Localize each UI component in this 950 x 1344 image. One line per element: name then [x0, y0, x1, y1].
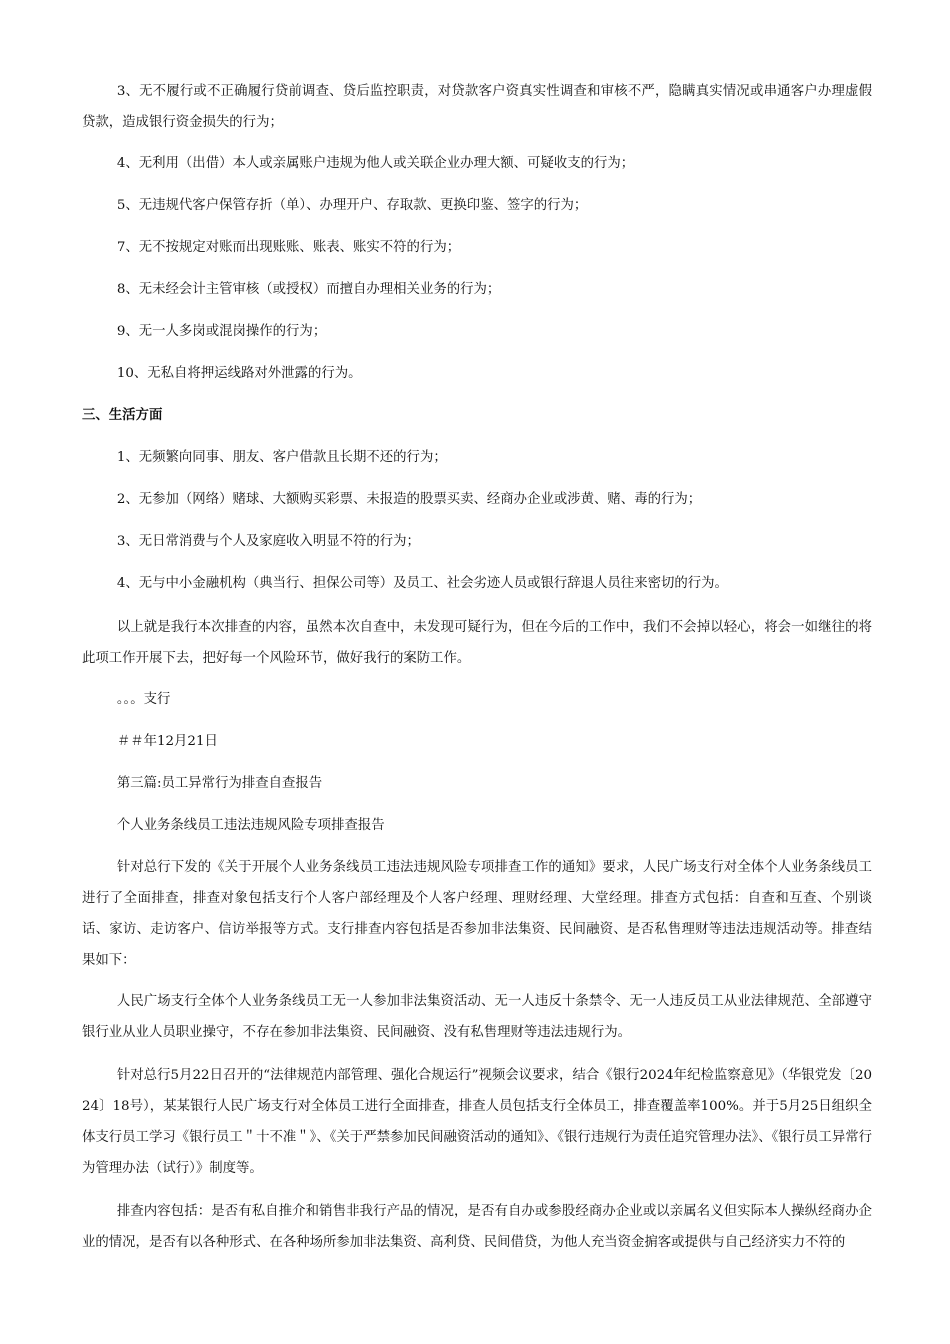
- paragraph-loan-duty: 3、无不履行或不正确履行贷前调查、贷后监控职责，对贷款客户资真实性调查和审核不严，隐瞒真实情况或串通客户办理虚假贷款，造成银行资金损失的行为；: [82, 84, 872, 130]
- chapter-title: 第三篇:员工异常行为排查自查报告: [116, 776, 323, 791]
- paragraph-associations: 4、无与中小金融机构（典当行、担保公司等）及员工、社会劣迹人员或银行辞退人员往来密切的行为。: [116, 576, 728, 591]
- paragraph-passbook: 5、无违规代客户保管存折（单）、办理开户、存取款、更换印鉴、签字的行为；: [116, 198, 588, 213]
- paragraph-reconciliation: 7、无不按规定对账而出现账账、账表、账实不符的行为；: [116, 240, 461, 255]
- paragraph-results: 人民广场支行全体个人业务条线员工无一人参加非法集资活动、无一人违反十条禁令、无一人违反员工从业法律规范、全部遵守银行业从业人员职业操守，不存在参加非法集资、民间融资、没有私售理财等违法违规行为。: [82, 994, 872, 1040]
- paragraph-account-misuse: 4、无利用（出借）本人或亲属账户违规为他人或关联企业办理大额、可疑收支的行为；: [116, 156, 635, 171]
- paragraph-escort-route: 10、无私自将押运线路对外泄露的行为。: [116, 366, 362, 381]
- paragraph-authorization: 8、无未经会计主管审核（或授权）而擅自办理相关业务的行为；: [116, 282, 501, 297]
- report-title: 个人业务条线员工违法违规风险专项排查报告: [116, 818, 385, 833]
- paragraph-gambling: 2、无参加（网络）赌球、大额购买彩票、未报造的股票买卖、经商办企业或涉黄、赌、毒的行为；: [116, 492, 702, 507]
- branch-signature: 。。。支行: [116, 692, 171, 707]
- section-heading-life: 三、生活方面: [82, 408, 163, 423]
- report-date: ＃＃年12月21日: [116, 734, 218, 749]
- paragraph-consumption: 3、无日常消费与个人及家庭收入明显不符的行为；: [116, 534, 420, 549]
- paragraph-scope: 排查内容包括：是否有私自推介和销售非我行产品的情况，是否有自办或参股经商办企业或以亲属名义但实际本人操纵经商办企业的情况，是否有以各种形式、在各种场所参加非法集资、高利贷、民间借贷，为他人充当资金掮客或提供与自己经济实力不符的: [82, 1204, 872, 1250]
- paragraph-meeting: 针对总行5月22日召开的“法律规范内部管理、强化合规运行”视频会议要求，结合《银行2024年纪检监察意见》（华银党发〔2024〕18号），某某银行人民广场支行对全体员工进行全面排查，排查人员包括支行全体员工，排查覆盖率100%。并于5月25日组织全体支行员工学习《银行员工＂十不准＂》、《关于严禁参加民间融资活动的通知》、《银行违规行为责任追究管理办法》、《银行员工异常行为管理办法（试行）》制度等。: [82, 1068, 873, 1176]
- paragraph-conclusion: 以上就是我行本次排查的内容，虽然本次自查中，未发现可疑行为，但在今后的工作中，我们不会掉以轻心，将会一如继往的将此项工作开展下去，把好每一个风险环节，做好我行的案防工作。: [82, 620, 872, 666]
- paragraph-investigation: 针对总行下发的《关于开展个人业务条线员工违法违规风险专项排查工作的通知》要求，人民广场支行对全体个人业务条线员工进行了全面排查，排查对象包括支行个人客户部经理及个人客户经理、理财经理、大堂经理。排查方式包括：自查和互查、个别谈话、家访、走访客户、信访举报等方式。支行排查内容包括是否参加非法集资、民间融资、是否私售理财等违法违规活动等。排查结果如下：: [82, 860, 872, 968]
- paragraph-multi-post: 9、无一人多岗或混岗操作的行为；: [116, 324, 327, 339]
- paragraph-borrowing: 1、无频繁向同事、朋友、客户借款且长期不还的行为；: [116, 450, 447, 465]
